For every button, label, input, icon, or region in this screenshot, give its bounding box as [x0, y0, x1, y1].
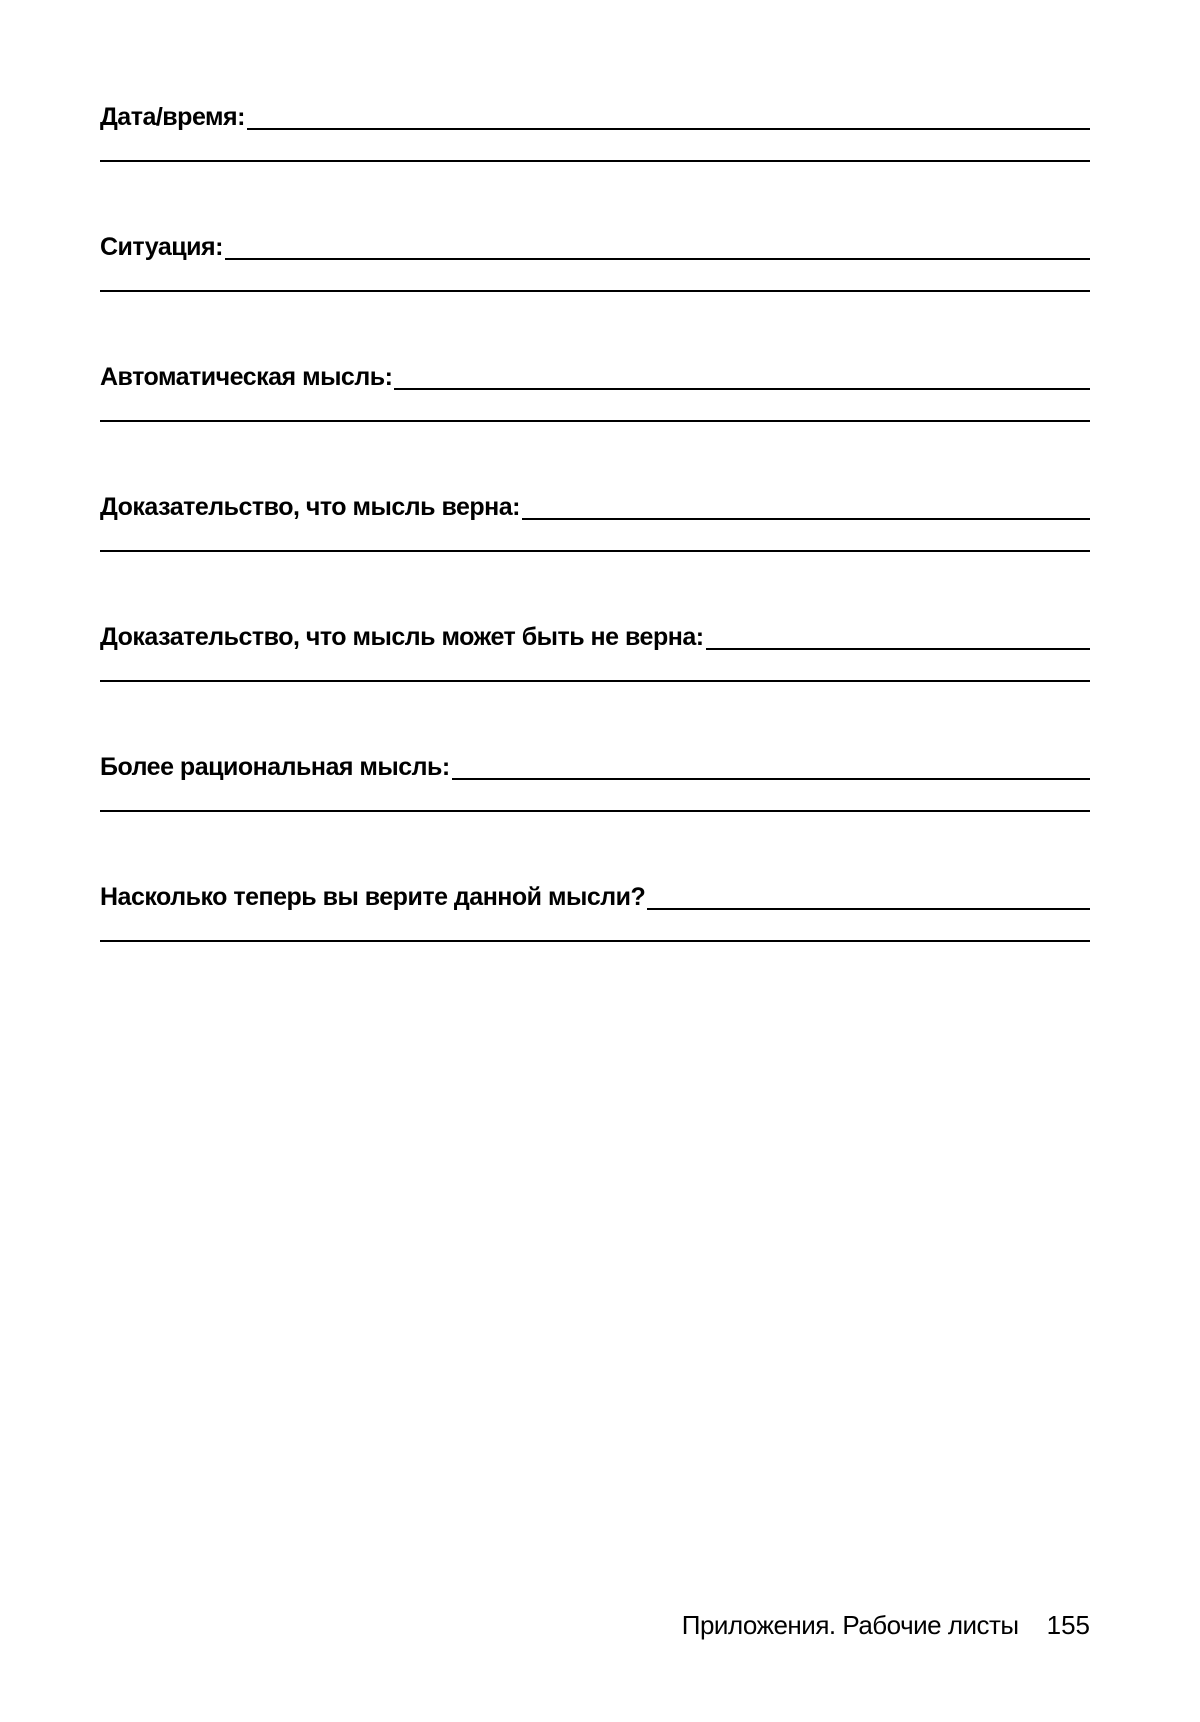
belief-level-extra-line[interactable]	[100, 940, 1090, 942]
field-row	[100, 486, 1090, 522]
page-footer	[0, 1608, 1090, 1642]
rational-thought-extra-line[interactable]	[100, 810, 1090, 812]
date-time-extra-line[interactable]	[100, 160, 1090, 162]
field-row	[100, 746, 1090, 782]
evidence-against-blank-line[interactable]	[706, 648, 1090, 650]
page-number: 155	[1046, 1610, 1090, 1640]
evidence-for-extra-line[interactable]	[100, 550, 1090, 552]
field-label-evidence-for: Доказательство, что мысль верна:	[100, 493, 520, 521]
field-label-belief-level: Насколько теперь вы верите данной мысли?	[100, 883, 646, 911]
rational-thought-blank-line[interactable]	[452, 778, 1090, 780]
field-row	[100, 616, 1090, 652]
field-label-date-time: Дата/время:	[100, 103, 245, 131]
situation-extra-line[interactable]	[100, 290, 1090, 292]
evidence-against-extra-line[interactable]	[100, 680, 1090, 682]
field-label-automatic-thought: Автоматическая мысль:	[100, 363, 393, 391]
situation-blank-line[interactable]	[225, 258, 1090, 260]
field-belief-level	[100, 876, 1090, 1006]
automatic-thought-extra-line[interactable]	[100, 420, 1090, 422]
evidence-for-blank-line[interactable]	[522, 518, 1090, 520]
field-label-situation: Ситуация:	[100, 233, 223, 261]
field-automatic-thought	[100, 356, 1090, 486]
field-evidence-against	[100, 616, 1090, 746]
automatic-thought-blank-line[interactable]	[394, 388, 1090, 390]
footer-section-title: Приложения. Рабочие листы	[681, 1610, 1019, 1640]
field-row	[100, 876, 1090, 912]
field-row	[100, 96, 1090, 132]
belief-level-blank-line[interactable]	[647, 908, 1090, 910]
field-date-time	[100, 96, 1090, 226]
field-row	[100, 226, 1090, 262]
field-situation	[100, 226, 1090, 356]
field-evidence-for	[100, 486, 1090, 616]
field-label-rational-thought: Более рациональная мысль:	[100, 753, 450, 781]
field-label-evidence-against: Доказательство, что мысль может быть не верна:	[100, 623, 704, 651]
field-rational-thought	[100, 746, 1090, 876]
date-time-blank-line[interactable]	[247, 128, 1090, 130]
field-row	[100, 356, 1090, 392]
